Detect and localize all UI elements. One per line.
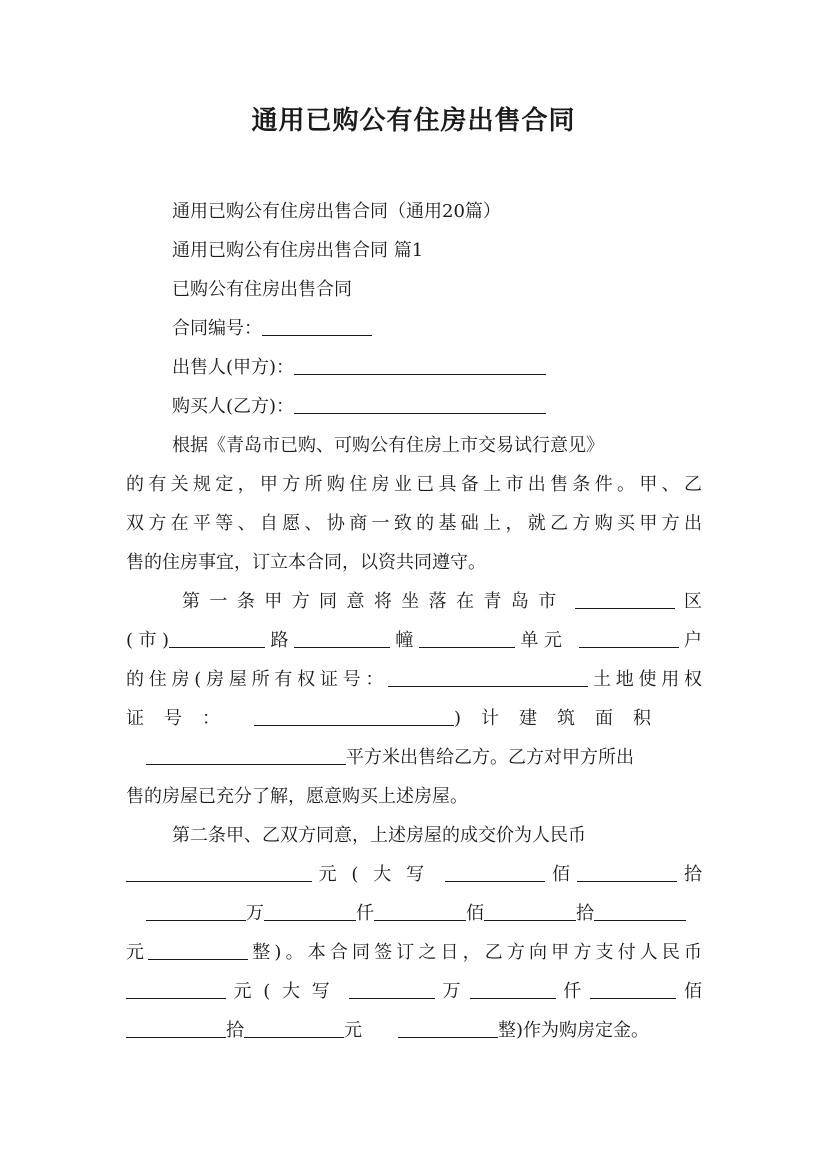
district-label: 区 — [684, 591, 702, 612]
article-1-line — [146, 746, 702, 770]
article-1-line — [126, 629, 702, 653]
price-label: 元(大写 — [318, 864, 439, 885]
article-2-line — [146, 902, 702, 926]
area-blank[interactable] — [146, 746, 346, 765]
blank[interactable] — [126, 1019, 226, 1038]
article-1-line: 售的房屋已充分了解，愿意购买上述房屋。 — [126, 786, 468, 807]
blank[interactable] — [349, 980, 435, 999]
buyer-label: 购买人(乙方)： — [172, 396, 295, 417]
yuan-label: 元 — [344, 1020, 362, 1041]
seller-line — [172, 356, 702, 380]
blank[interactable] — [264, 902, 356, 921]
tens-blank[interactable] — [577, 863, 677, 882]
contract-name: 已购公有住房出售合同 — [172, 279, 352, 300]
price-blank[interactable] — [126, 863, 312, 882]
building-blank[interactable] — [294, 629, 390, 648]
city-label: (市) — [126, 630, 169, 651]
hundred-label: 佰 — [683, 981, 702, 1002]
hundreds-label: 佰 — [552, 864, 571, 885]
district-blank[interactable] — [575, 590, 675, 609]
article-2-line — [126, 1019, 702, 1043]
blank[interactable] — [146, 902, 246, 921]
blank[interactable] — [484, 902, 576, 921]
buyer-blank[interactable] — [294, 395, 546, 414]
unit-blank[interactable] — [419, 629, 515, 648]
household-label: 户 — [678, 630, 703, 651]
buyer-line — [172, 395, 702, 419]
article-1-line — [126, 707, 702, 731]
blank[interactable] — [470, 980, 556, 999]
article-1-line — [126, 668, 702, 692]
cert-number-label: 证号： — [126, 708, 240, 729]
blank[interactable] — [590, 980, 676, 999]
contract-number-label: 合同编号： — [172, 318, 262, 339]
paragraph-line: 双方在平等、自愿、协商一致的基础上，就乙方购买甲方出 — [126, 513, 702, 534]
building-label: 幢 — [389, 630, 419, 651]
yuan-label: 元 — [126, 942, 149, 963]
blank[interactable] — [374, 902, 466, 921]
thousand-label: 仟 — [356, 903, 374, 924]
blank[interactable] — [398, 1019, 498, 1038]
deposit-label: 元(大写 — [233, 981, 342, 1002]
blank[interactable] — [148, 941, 248, 960]
unit-label: 单元 — [514, 630, 568, 651]
document-title: 通用已购公有住房出售合同 — [251, 106, 576, 136]
article-2-line — [126, 980, 702, 1004]
paragraph-line: 根据《青岛市已购、可购公有住房上市交易试行意见》 — [172, 435, 604, 456]
ownership-cert-blank[interactable] — [388, 668, 588, 687]
ten-label: 拾 — [226, 1020, 244, 1041]
land-cert-blank[interactable] — [254, 707, 454, 726]
road-blank[interactable] — [169, 629, 265, 648]
article-2-line: 第二条甲、乙双方同意，上述房屋的成交价为人民币 — [172, 825, 586, 846]
tens-label: 拾 — [684, 864, 702, 885]
article-1-text: 第一条甲方同意将坐落在青岛市 — [182, 591, 566, 612]
ten-thousand-label: 万 — [246, 903, 264, 924]
land-use-label: 土地使用权 — [588, 669, 703, 690]
paragraph-line: 售的住房事宜，订立本合同，以资共同遵守。 — [126, 552, 486, 573]
article-2-line — [126, 941, 702, 965]
paragraph-line: 的有关规定，甲方所购住房业已具备上市出售条件。甲、乙 — [126, 474, 702, 495]
seller-label: 出售人(甲方)： — [172, 357, 295, 378]
hundred-label: 佰 — [466, 903, 484, 924]
blank[interactable] — [244, 1019, 344, 1038]
blank[interactable] — [594, 902, 686, 921]
ten-label: 拾 — [576, 903, 594, 924]
hundreds-blank[interactable] — [445, 863, 545, 882]
article-2-text: 整)。本合同签订之日，乙方向甲方支付人民币 — [248, 942, 702, 963]
thousand-label: 仟 — [563, 981, 583, 1002]
ten-thousand-label: 万 — [442, 981, 463, 1002]
ownership-cert-label: 的住房(房屋所有权证号： — [126, 669, 389, 690]
article-1-line — [182, 590, 702, 614]
contract-number-line — [172, 317, 702, 341]
article-2-text: 整)作为购房定金。 — [498, 1020, 650, 1041]
seller-blank[interactable] — [294, 356, 546, 375]
subtitle-line: 通用已购公有住房出售合同（通用20篇） — [172, 201, 501, 222]
road-label: 路 — [265, 630, 294, 651]
deposit-blank[interactable] — [126, 980, 226, 999]
contract-number-blank[interactable] — [262, 317, 372, 336]
household-blank[interactable] — [579, 629, 679, 648]
section-heading: 通用已购公有住房出售合同 篇1 — [172, 240, 424, 261]
area-label: )计建筑面积 — [454, 708, 672, 729]
article-2-line — [126, 863, 702, 887]
article-1-text: 平方米出售给乙方。乙方对甲方所出 — [346, 747, 634, 768]
